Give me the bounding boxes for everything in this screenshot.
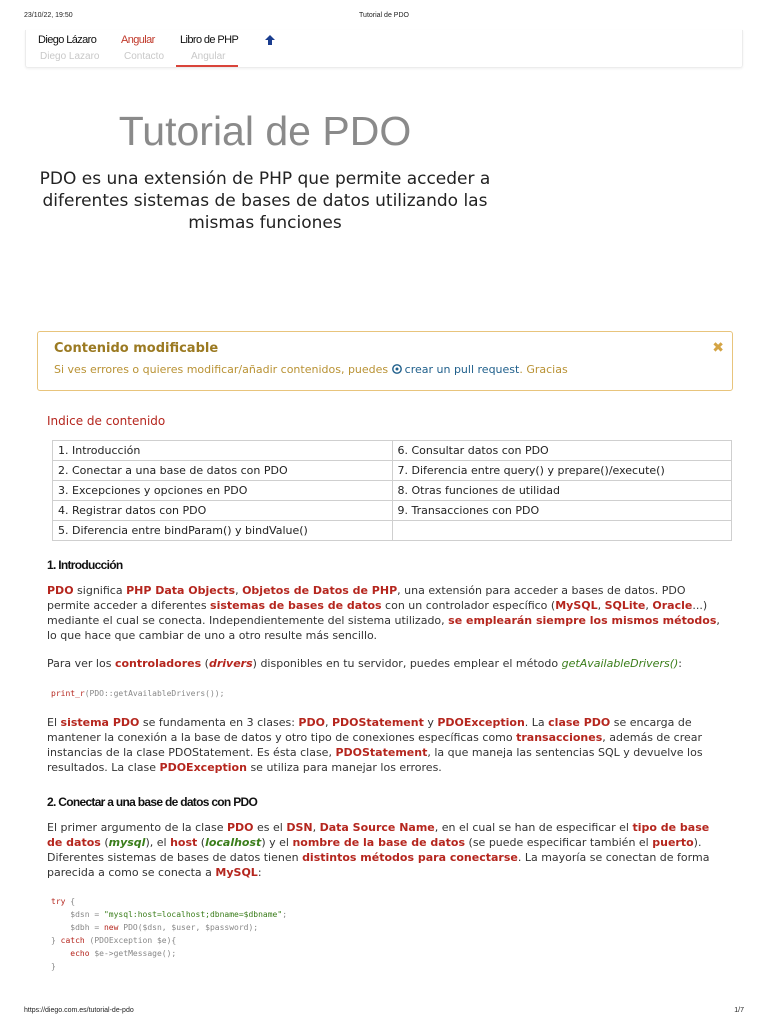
editable-content-alert <box>37 331 733 391</box>
nav-item-home[interactable]: Diego Lázaro <box>38 34 97 46</box>
code-line: } catch (PDOException $e){ <box>51 936 177 945</box>
intro-paragraph-2 <box>47 656 727 671</box>
print-url: https://diego.com.es/tutorial-de-pdo <box>24 1007 134 1014</box>
term: tipo de base de datos <box>47 821 710 849</box>
text: , <box>324 716 332 729</box>
print-page-number: 1/7 <box>734 1007 744 1014</box>
term: clase PDO <box>548 716 611 729</box>
nav-ghost-contact: Contacto <box>124 51 165 62</box>
arrow-up-icon[interactable] <box>264 34 276 46</box>
toc-link[interactable]: 2. Conectar a una base de datos con PDO <box>53 461 393 481</box>
toc-link[interactable]: 3. Excepciones y opciones en PDO <box>53 481 393 501</box>
github-icon <box>392 364 402 374</box>
toc-link[interactable]: 6. Consultar datos con PDO <box>392 441 732 461</box>
method-name: getAvailableDrivers() <box>561 657 679 670</box>
nav-active-underline <box>176 65 238 67</box>
term: sistemas de bases de datos <box>210 599 382 612</box>
intro-paragraph-1 <box>47 583 727 643</box>
code-line: $dbh = new PDO($dsn, $user, $password); <box>51 923 259 932</box>
term: PDOException <box>159 761 247 774</box>
term: puerto <box>652 836 694 849</box>
table-row <box>53 481 732 501</box>
text: , lo que hace que cambiar de uno a otro resulte más sencillo. <box>47 614 720 642</box>
code-text: (PDO::getAvailableDrivers()); <box>84 689 225 698</box>
term: PDOException <box>437 716 525 729</box>
code-block-connect <box>51 895 287 973</box>
code-line: } <box>51 962 56 971</box>
top-navbar <box>25 30 743 68</box>
text: es el <box>253 821 287 834</box>
term: Data Source Name <box>319 821 435 834</box>
text: , una extensión para acceder a bases de datos. PDO permite acceder a diferentes <box>47 584 686 612</box>
toc-link[interactable]: 7. Diferencia entre query() y prepare()/execute() <box>392 461 732 481</box>
nav-item-angular[interactable]: Angular <box>121 34 155 46</box>
term: localhost <box>205 836 262 849</box>
code-block-drivers <box>51 687 224 700</box>
nav-item-php-book[interactable]: Libro de PHP <box>180 34 239 46</box>
text: : <box>257 866 262 879</box>
toc-link[interactable]: 5. Diferencia entre bindParam() y bindValue() <box>53 521 393 541</box>
text: con un controlador específico ( <box>381 599 556 612</box>
table-row <box>53 461 732 481</box>
term: PDO <box>298 716 325 729</box>
term: Objetos de Datos de PHP <box>242 584 398 597</box>
term: controladores <box>114 657 202 670</box>
text: , <box>645 599 653 612</box>
intro-paragraph-3 <box>47 715 727 775</box>
nav-ghost-angular: Angular <box>191 51 226 62</box>
text: , la que maneja las sentencias SQL y devuelve los resultados. La clase <box>47 746 703 774</box>
term: SQLite <box>604 599 646 612</box>
text: se utiliza para manejar los errores. <box>246 761 442 774</box>
connect-paragraph-1 <box>47 820 727 880</box>
code-line: $dsn = "mysql:host=localhost;dbname=$dbname"; <box>51 910 288 919</box>
text: , <box>312 821 320 834</box>
nav-ghost-home: Diego Lazaro <box>40 51 100 62</box>
alert-title: Contenido modificable <box>54 341 219 356</box>
alert-text-after: . Gracias <box>519 363 568 376</box>
text: , <box>235 584 243 597</box>
term: MySQL <box>555 599 598 612</box>
text: , además de crear instancias de la clase PDOStatement. Es ésta clase, <box>47 731 703 759</box>
term: mysql <box>108 836 146 849</box>
toc-table <box>52 440 732 541</box>
term-pdo: PDO <box>47 584 74 597</box>
toc-link[interactable]: 1. Introducción <box>53 441 393 461</box>
print-doc-title: Tutorial de PDO <box>359 12 409 19</box>
text: se encarga de mantener la conexión a la base de datos y otro tipo de conexiones específicas como <box>47 716 692 744</box>
term: PDO <box>226 821 254 834</box>
text: (se puede especificar también el <box>465 836 653 849</box>
print-datetime: 23/10/22, 19:50 <box>24 12 73 19</box>
text: , <box>597 599 605 612</box>
alert-text <box>54 363 568 376</box>
term: DSN <box>286 821 313 834</box>
term: Oracle <box>652 599 693 612</box>
text: ) y el <box>261 836 293 849</box>
table-row <box>53 521 732 541</box>
section-heading-conectar: 2. Conectar a una base de datos con PDO <box>47 795 258 809</box>
text: significa <box>73 584 127 597</box>
text: ( <box>100 836 109 849</box>
alert-text-before: Si ves errores o quieres modificar/añadir contenidos, puedes <box>54 363 389 376</box>
text: . La <box>524 716 549 729</box>
text: ) disponibles en tu servidor, puedes emplear el método <box>252 657 562 670</box>
text: y <box>423 716 438 729</box>
term: nombre de la base de datos <box>292 836 466 849</box>
text: ( <box>197 836 206 849</box>
text: Para ver los <box>47 657 115 670</box>
page-title: Tutorial de PDO <box>118 108 412 154</box>
term: se emplearán siempre los mismos métodos <box>448 614 717 627</box>
toc-empty-cell <box>392 521 732 541</box>
term: MySQL <box>215 866 258 879</box>
term: PDOStatement <box>331 716 424 729</box>
code-line: echo $e->getMessage(); <box>70 949 177 958</box>
text: El primer argumento de la clase <box>47 821 227 834</box>
term: distintos métodos para conectarse <box>302 851 518 864</box>
toc-link[interactable]: 8. Otras funciones de utilidad <box>392 481 732 501</box>
text: , en el cual se han de especificar el <box>434 821 633 834</box>
section-heading-introduccion: 1. Introducción <box>47 558 123 572</box>
term: PDOStatement <box>335 746 428 759</box>
text: ( <box>201 657 209 670</box>
toc-link[interactable]: 9. Transacciones con PDO <box>392 501 732 521</box>
text: El <box>47 716 61 729</box>
toc-title: Indice de contenido <box>47 414 166 428</box>
text: se fundamenta en 3 clases: <box>139 716 299 729</box>
term: host <box>170 836 198 849</box>
table-row <box>53 501 732 521</box>
text: ...) mediante el cual se conecta. Independientemente del sistema utilizado, <box>47 599 708 627</box>
code-line: try { <box>51 897 76 906</box>
text: ). Diferentes sistemas de bases de datos tienen <box>47 836 702 864</box>
term: transacciones <box>516 731 603 744</box>
term: sistema PDO <box>60 716 140 729</box>
close-icon[interactable]: ✖ <box>712 340 724 356</box>
term: PHP Data Objects <box>126 584 236 597</box>
toc-link[interactable]: 4. Registrar datos con PDO <box>53 501 393 521</box>
term: drivers <box>208 657 253 670</box>
pull-request-link[interactable]: crear un pull request <box>404 363 520 376</box>
code-fn: print_r <box>51 689 85 698</box>
text: : <box>678 657 683 670</box>
text: . La mayoría se conectan de forma parecida a como se conecta a <box>47 851 710 879</box>
page-subtitle: PDO es una extensión de PHP que permite acceder a diferentes sistemas de bases de datos utilizando las mismas funciones <box>39 169 491 233</box>
table-row <box>53 441 732 461</box>
text: ), el <box>145 836 171 849</box>
